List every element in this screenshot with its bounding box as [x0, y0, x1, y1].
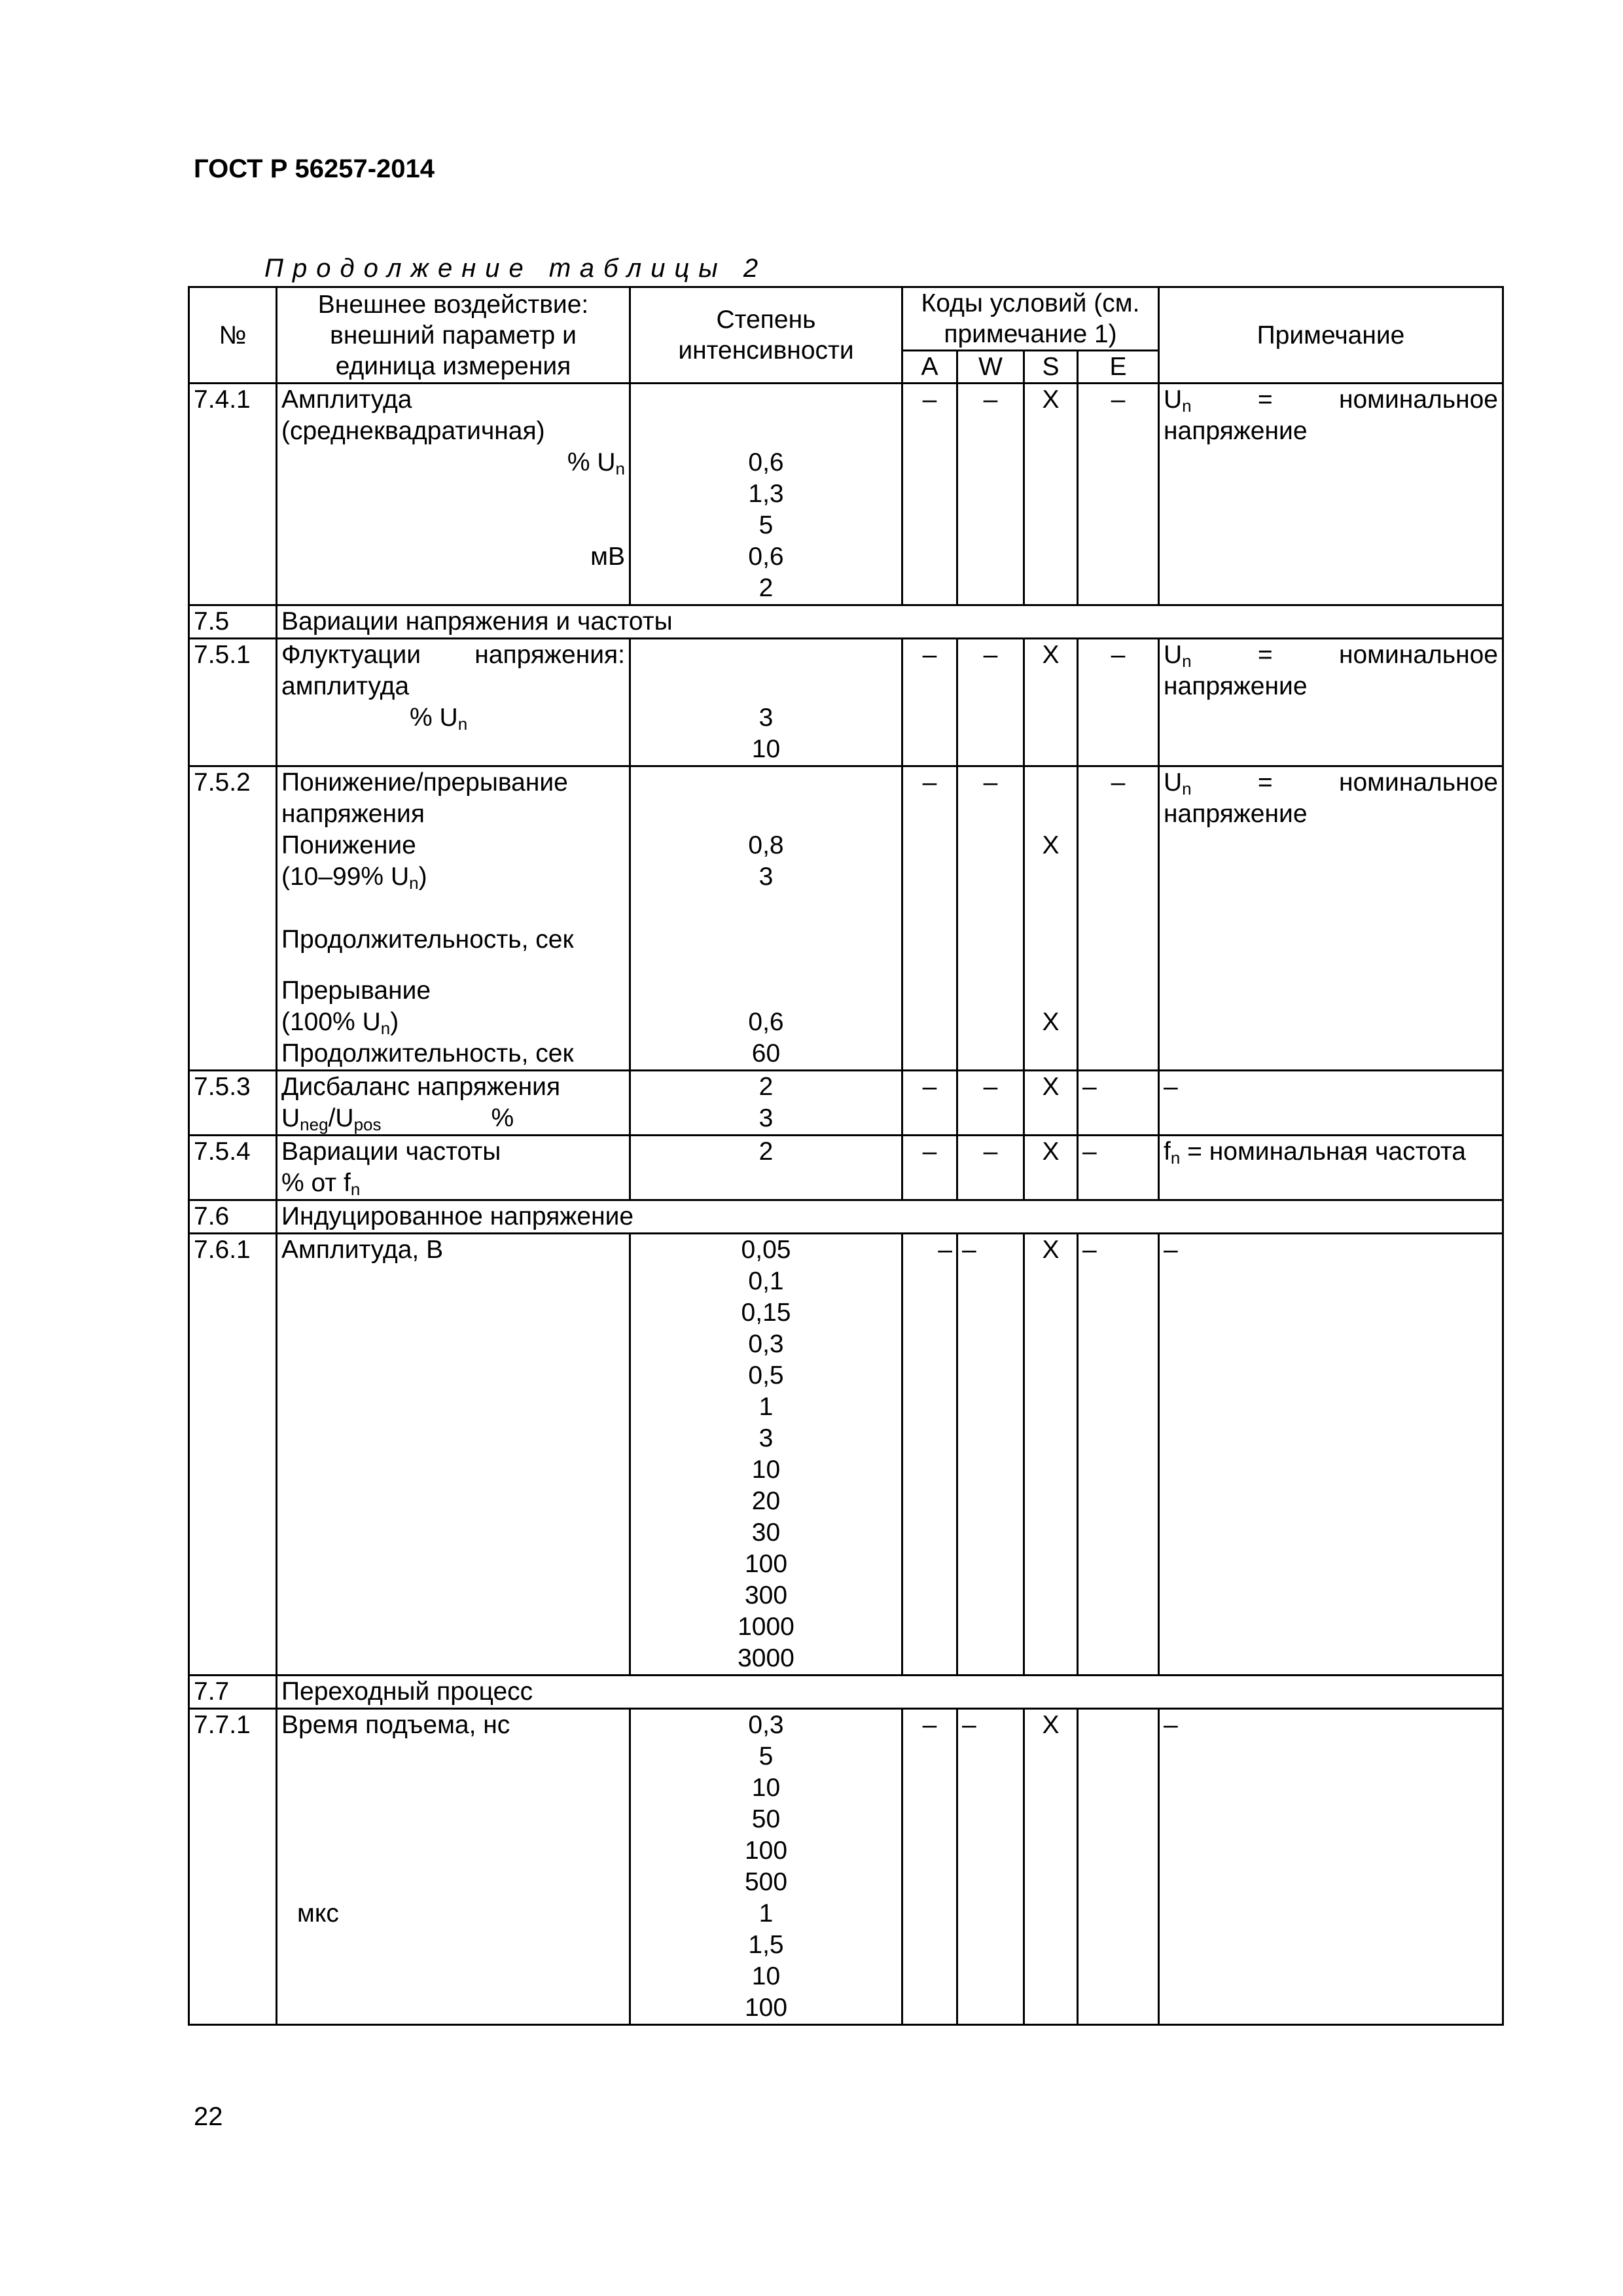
table-section-row — [189, 1200, 1503, 1234]
page-number: 22 — [194, 2102, 223, 2131]
row-note: – — [1159, 1234, 1503, 1676]
code-w: – — [957, 1071, 1024, 1136]
row-note: – — [1159, 1071, 1503, 1136]
row-note: $U_n$ = номинальное напряжение — [1159, 766, 1503, 1071]
conditions-table — [188, 286, 1504, 2026]
code-e: – — [1078, 1136, 1159, 1200]
header-code-a: A — [902, 351, 957, 384]
header-degree: Степень интенсивности — [630, 287, 902, 384]
code-e — [1078, 1709, 1159, 2025]
row-note: $f_n$ = номинальная частота — [1159, 1136, 1503, 1200]
row-number: 7.7 — [189, 1676, 277, 1709]
code-s: X — [1024, 1709, 1078, 2025]
header-impact: Внешнее воздействие: внешний параметр и единица измерения — [277, 287, 630, 384]
table-row — [189, 1709, 1503, 2025]
row-number: 7.7.1 — [189, 1709, 277, 2025]
table-section-row — [189, 605, 1503, 639]
document-header: ГОСТ Р 56257-2014 — [194, 154, 435, 183]
code-e: – — [1078, 639, 1159, 766]
row-number: 7.6.1 — [189, 1234, 277, 1676]
code-a: – — [902, 639, 957, 766]
row-values: 2 3 — [630, 1071, 902, 1136]
code-a: – — [902, 1234, 957, 1676]
code-a: – — [902, 1136, 957, 1200]
row-number: 7.5.4 — [189, 1136, 277, 1200]
code-a: – — [902, 1709, 957, 2025]
row-number: 7.5.2 — [189, 766, 277, 1071]
code-w: – — [957, 1136, 1024, 1200]
row-values: 0,05 0,1 0,15 0,3 0,5 1 3 10 20 30 100 300 1000 3000 — [630, 1234, 902, 1676]
header-code-e: E — [1078, 351, 1159, 384]
row-note: – — [1159, 1709, 1503, 2025]
code-w: – — [957, 1234, 1024, 1676]
code-s: X — [1024, 1136, 1078, 1200]
row-values: 0,3 5 10 50 100 500 1 1,5 10 100 — [630, 1709, 902, 2025]
table-row — [189, 766, 1503, 1071]
code-w: – — [957, 639, 1024, 766]
row-values: 0,6 1,3 5 0,6 2 — [630, 384, 902, 605]
row-parameter: Флуктуации напряжения: амплитуда % $U_n$ — [277, 639, 630, 766]
row-parameter: Дисбаланс напряжения $U_{neg}/U_{pos}$ % — [277, 1071, 630, 1136]
section-title: Переходный процесс — [277, 1676, 1503, 1709]
code-s: X X — [1024, 766, 1078, 1071]
table-section-row — [189, 1676, 1503, 1709]
code-w: – — [957, 766, 1024, 1071]
table-header-row — [189, 287, 1503, 351]
code-s: X — [1024, 384, 1078, 605]
code-a: – — [902, 766, 957, 1071]
row-number: 7.5.1 — [189, 639, 277, 766]
row-number: 7.4.1 — [189, 384, 277, 605]
row-values: 0,8 3 0,6 60 — [630, 766, 902, 1071]
code-w: – — [957, 1709, 1024, 2025]
code-e: – — [1078, 384, 1159, 605]
header-note: Примечание — [1159, 287, 1503, 384]
table-row — [189, 384, 1503, 605]
row-values: 3 10 — [630, 639, 902, 766]
row-parameter: Время подъема, нс мкс — [277, 1709, 630, 2025]
code-s: X — [1024, 1071, 1078, 1136]
row-parameter: Вариации частоты % от $f_n$ — [277, 1136, 630, 1200]
code-e: – — [1078, 1071, 1159, 1136]
table-row — [189, 1136, 1503, 1200]
row-values: 2 — [630, 1136, 902, 1200]
table-row — [189, 639, 1503, 766]
section-title: Индуцированное напряжение — [277, 1200, 1503, 1234]
code-s: X — [1024, 639, 1078, 766]
row-parameter: Амплитуда, В — [277, 1234, 630, 1676]
parameter-unit: % $U_n$ — [567, 448, 625, 478]
header-codes: Коды условий (см. примечание 1) — [902, 287, 1159, 351]
table-row — [189, 1071, 1503, 1136]
row-number: 7.6 — [189, 1200, 277, 1234]
code-a: – — [902, 384, 957, 605]
row-parameter: Понижение/прерывание напряжения Понижение (10–99% $U_n$) Продолжительность, сек Прерывание (100% $U_n$) Продолжительность, сек — [277, 766, 630, 1071]
table-continuation-caption: Продолжение таблицы 2 — [264, 254, 768, 283]
code-s: X — [1024, 1234, 1078, 1676]
code-a: – — [902, 1071, 957, 1136]
code-e: – — [1078, 766, 1159, 1071]
parameter-unit: мВ — [590, 543, 625, 571]
row-parameter — [277, 384, 630, 605]
row-note: $U_n$ = номинальное напряжение — [1159, 384, 1503, 605]
header-number: № — [189, 287, 277, 384]
header-code-w: W — [957, 351, 1024, 384]
table-row — [189, 1234, 1503, 1676]
row-number: 7.5.3 — [189, 1071, 277, 1136]
header-code-s: S — [1024, 351, 1078, 384]
code-w: – — [957, 384, 1024, 605]
code-e: – — [1078, 1234, 1159, 1676]
row-number: 7.5 — [189, 605, 277, 639]
parameter-name: Амплитуда (среднеквадратичная) — [281, 386, 545, 445]
row-note: $U_n$ = номинальное напряжение — [1159, 639, 1503, 766]
section-title: Вариации напряжения и частоты — [277, 605, 1503, 639]
